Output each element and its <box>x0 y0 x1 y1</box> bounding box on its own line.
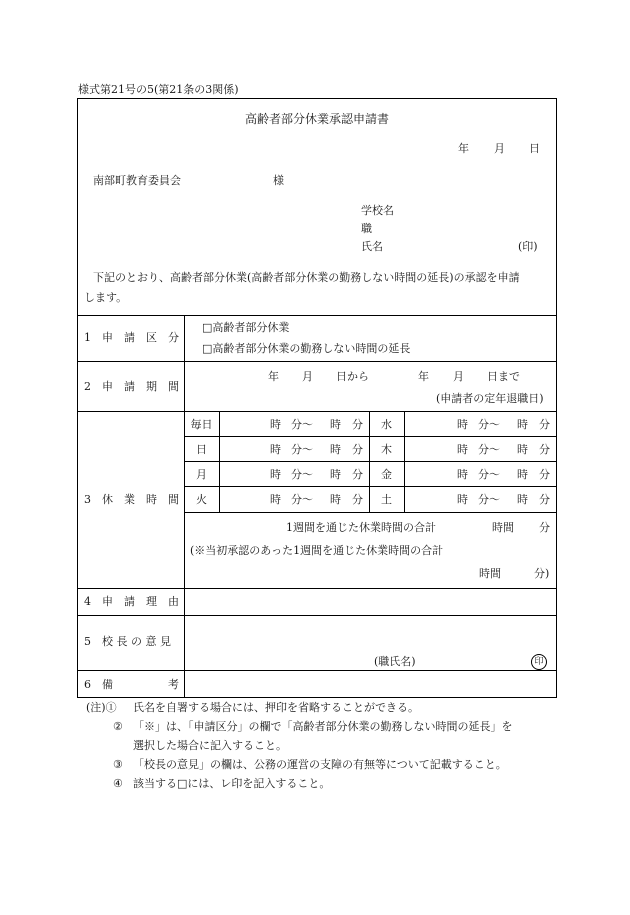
time-hour-to: 時 <box>330 418 341 431</box>
weekly-total-label: 1週間を通じた休業時間の合計 <box>286 521 436 534</box>
weekly-total-minutes: 分 <box>539 521 550 534</box>
time-minute-to: 分 <box>539 418 550 431</box>
note-1-num: (注)① <box>86 701 117 714</box>
time-minute-to: 分 <box>539 443 550 456</box>
form-number: 様式第21号の5(第21条の3関係) <box>78 83 239 96</box>
hours-label: 3 休 業 時 間 <box>84 493 179 506</box>
date-day: 日 <box>529 142 540 155</box>
note-2-text-continued: 選択した場合に記入すること。 <box>133 739 287 752</box>
day-label-everyday: 毎日 <box>190 418 213 431</box>
principal-opinion-label: 5 校 長 の 意 見 <box>84 635 171 648</box>
time-minute-from: 分〜 <box>478 443 500 456</box>
time-hour-to: 時 <box>517 493 528 506</box>
time-hour: 時 <box>270 418 281 431</box>
day-label-saturday: 土 <box>381 493 392 506</box>
day-label-tuesday: 火 <box>196 493 207 506</box>
time-hour-to: 時 <box>517 418 528 431</box>
principal-name-label: (職氏名) <box>374 655 416 668</box>
day-label-monday: 月 <box>196 468 207 481</box>
original-total-minutes: 分) <box>534 567 550 580</box>
period-from-month: 月 <box>302 370 313 383</box>
date-month: 月 <box>494 142 505 155</box>
note-4-num: ④ <box>113 777 123 790</box>
day-label-wednesday: 水 <box>381 418 392 431</box>
time-minute-from: 分〜 <box>478 493 500 506</box>
time-minute-to: 分 <box>352 493 363 506</box>
period-to-day: 日まで <box>487 370 520 383</box>
time-minute-from: 分〜 <box>291 443 313 456</box>
school-name-label: 学校名 <box>361 204 394 217</box>
category-option-extension[interactable]: □高齢者部分休業の勤務しない時間の延長 <box>202 342 411 355</box>
form-title: 高齢者部分休業承認申請書 <box>244 112 389 126</box>
time-minute-to: 分 <box>539 468 550 481</box>
request-text: 下記のとおり、高齢者部分休業(高齢者部分休業の勤務しない時間の延長)の承認を申請 <box>93 271 520 284</box>
period-label: 2 申 請 期 間 <box>84 380 179 393</box>
time-hour-to: 時 <box>330 468 341 481</box>
weekly-total-hours: 時間 <box>492 521 514 534</box>
time-hour-to: 時 <box>330 493 341 506</box>
applicant-name-label: 氏名 <box>361 240 383 253</box>
date-year: 年 <box>458 142 469 155</box>
category-label: 1 申 請 区 分 <box>84 331 179 344</box>
note-3-num: ③ <box>113 758 123 771</box>
day-label-friday: 金 <box>381 468 392 481</box>
time-hour: 時 <box>270 468 281 481</box>
category-option-partial-leave[interactable]: □高齢者部分休業 <box>202 321 290 334</box>
period-to-year: 年 <box>418 370 429 383</box>
principal-seal: 印 <box>531 654 547 670</box>
period-from-day: 日から <box>336 370 369 383</box>
application-form <box>77 98 557 698</box>
time-hour: 時 <box>457 418 468 431</box>
day-label-sunday: 日 <box>196 443 207 456</box>
time-hour: 時 <box>457 493 468 506</box>
time-hour-to: 時 <box>517 443 528 456</box>
time-minute-from: 分〜 <box>291 493 313 506</box>
original-total-hours: 時間 <box>479 567 501 580</box>
time-hour: 時 <box>457 443 468 456</box>
time-minute-from: 分〜 <box>291 468 313 481</box>
time-hour: 時 <box>457 468 468 481</box>
note-1-text: 氏名を自署する場合には、押印を省略することができる。 <box>133 701 419 714</box>
note-4-text: 該当する□には、レ印を記入すること。 <box>133 777 331 790</box>
time-hour: 時 <box>270 443 281 456</box>
addressee-honorific: 様 <box>273 174 284 187</box>
time-minute-to: 分 <box>352 418 363 431</box>
time-minute-from: 分〜 <box>478 418 500 431</box>
time-hour: 時 <box>270 493 281 506</box>
time-minute-to: 分 <box>539 493 550 506</box>
original-total-label: (※当初承認のあった1週間を通じた休業時間の合計 <box>190 544 444 557</box>
period-to-month: 月 <box>453 370 464 383</box>
note-2-text: 「※」は、「申請区分」の欄で「高齢者部分休業の勤務しない時間の延長」を <box>133 720 513 733</box>
period-retirement-note: (申請者の定年退職日) <box>436 392 544 405</box>
time-minute-to: 分 <box>352 468 363 481</box>
day-label-thursday: 木 <box>381 443 392 456</box>
time-minute-from: 分〜 <box>478 468 500 481</box>
time-minute-from: 分〜 <box>291 418 313 431</box>
note-2-num: ② <box>113 720 123 733</box>
position-label: 職 <box>361 222 372 235</box>
time-hour-to: 時 <box>330 443 341 456</box>
remarks-label: 6 備 考 <box>84 678 179 691</box>
request-text-continued: します。 <box>84 291 128 304</box>
note-3-text: 「校長の意見」の欄は、公務の運営の支障の有無等について記載すること。 <box>133 758 507 771</box>
applicant-seal: (印) <box>518 240 538 253</box>
period-from-year: 年 <box>268 370 279 383</box>
addressee-name: 南部町教育委員会 <box>93 174 181 187</box>
reason-label: 4 申 請 理 由 <box>84 595 179 608</box>
time-minute-to: 分 <box>352 443 363 456</box>
time-hour-to: 時 <box>517 468 528 481</box>
